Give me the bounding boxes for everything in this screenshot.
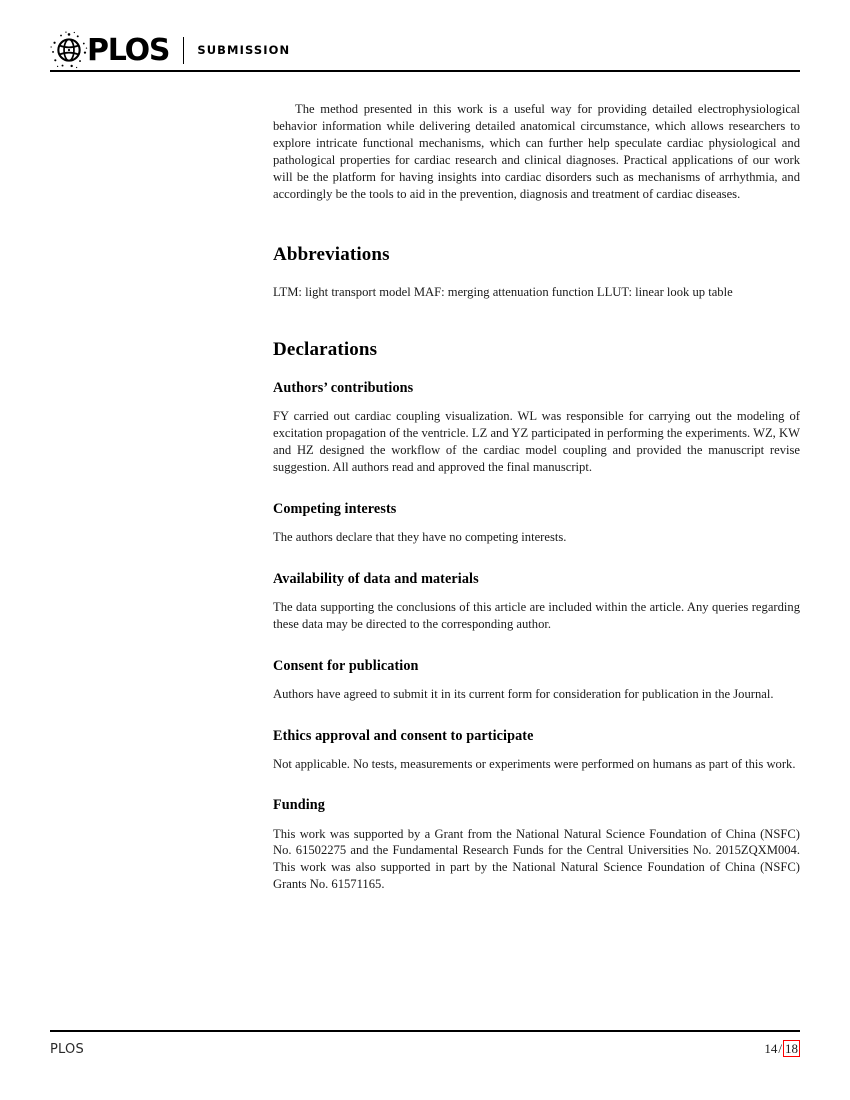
heading-funding: Funding xyxy=(273,797,325,814)
consent-for-publication-text: Authors have agreed to submit it in its current form for consideration for publication in the Journal. xyxy=(273,686,774,701)
heading-consent-for-publication: Consent for publication xyxy=(273,657,419,674)
heading-availability-of-data: Availability of data and materials xyxy=(273,570,479,587)
plos-wordmark: PLOS xyxy=(87,32,170,68)
page-current: 14 xyxy=(764,1041,778,1056)
heading-ethics-approval: Ethics approval and consent to participate xyxy=(273,727,534,744)
page-header xyxy=(50,28,800,72)
page-number xyxy=(764,1040,800,1057)
heading-abbreviations: Abbreviations xyxy=(273,244,390,266)
ethics-approval-text: Not applicable. No tests, measurements or experiments were performed on humans as part of this work. xyxy=(273,756,796,771)
heading-declarations: Declarations xyxy=(273,338,378,360)
heading-authors-contributions: Authors’ contributions xyxy=(273,380,414,397)
page-footer xyxy=(50,1040,800,1064)
page-total-link[interactable]: 18 xyxy=(785,1041,798,1056)
intro-paragraph: The method presented in this work is a useful way for providing detailed electrophysiological behavior information while delivering detailed anatomical circumstance, which allows researchers to explore intricate functional mechanisms, which can further help speculate cardiac physiological and pathological properties for cardiac research and clinical diagnoses. Practical applications of our work will be the platform for having insights into cardiac disorders such as mechanisms of arrhythmia, and accordingly be the tools to aid in the prevention, diagnosis and treatment of cardiac diseases. xyxy=(273,102,800,201)
footer-rule xyxy=(50,1030,800,1032)
footer-journal-label: PLOS xyxy=(50,1042,84,1057)
abbreviations-text: LTM: light transport model MAF: merging attenuation function LLUT: linear look up table xyxy=(273,284,733,299)
authors-contributions-text: FY carried out cardiac coupling visualization. WL was responsible for carrying out the modeling of excitation propagation of the ventricle. LZ and YZ participated in performing the experiments. WZ, KW and HZ designed the workflow of the cardiac model coupling and provided the manuscript revise suggestion. All authors read and approved the final manuscript. xyxy=(273,409,800,474)
heading-competing-interests: Competing interests xyxy=(273,500,397,517)
funding-text: This work was supported by a Grant from the National Natural Science Foundation of China (NSFC) No. 61502275 and the Fundamental Research Funds for the Central Universities No. 2015ZQXM004. This work was also supported in part by the National Natural Science Foundation of China (NSFC) Grants No. 61571165. xyxy=(273,826,800,892)
page-separator: / xyxy=(778,1041,782,1056)
availability-of-data-text: The data supporting the conclusions of this article are included within the article. Any queries regarding these data may be directed to the corresponding author. xyxy=(273,599,800,631)
header-rule xyxy=(50,70,800,72)
document-content xyxy=(273,101,800,893)
plos-globe-icon xyxy=(50,31,88,69)
header-divider xyxy=(183,37,184,64)
competing-interests-text: The authors declare that they have no competing interests. xyxy=(273,529,567,544)
header-subtitle: SUBMISSION xyxy=(197,42,291,57)
plos-logo[interactable] xyxy=(50,30,169,70)
